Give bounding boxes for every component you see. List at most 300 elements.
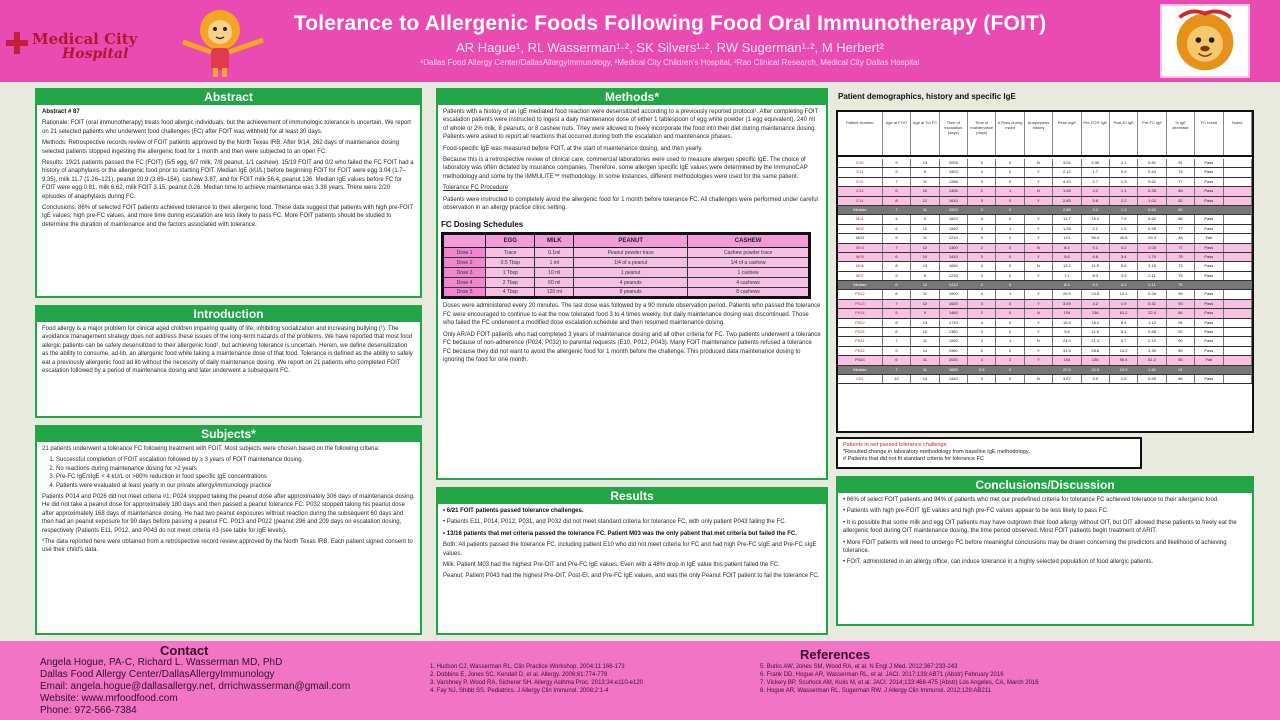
demographics-cell: 5 [968, 347, 996, 355]
demographics-cell: 10.9 [1110, 366, 1138, 374]
demographics-column-header: Patient Number [838, 112, 883, 155]
demographics-cell: 2.12 [1053, 168, 1081, 176]
demographics-cell: 9 [911, 309, 939, 317]
subjects-footnote: *The data reported here were obtained from a retrospective record review approved by the North Texas IRB. Each patient signed consent to use their child's data. [42, 539, 413, 554]
demographics-cell: 0.35 [1138, 187, 1166, 195]
demographics-cell: Y [1025, 225, 1053, 233]
dosing-row: Dose 1 Trace 0.1ml Peanut powder trace Cashew powder trace [443, 248, 810, 258]
demographics-column-header: Peak sIgE [1053, 112, 1081, 155]
demographics-cell: N [1025, 262, 1053, 270]
lion-mascot-icon [175, 6, 269, 78]
demographics-cell: 0 [996, 300, 1024, 308]
demographics-cell: Y [1025, 215, 1053, 223]
demographics-cell: P012 [838, 290, 883, 298]
demographics-cell [1224, 366, 1252, 374]
demographics-cell: 3.30 [1138, 347, 1166, 355]
demographics-cell: 3 [968, 206, 996, 214]
demographics-cell: 0 [996, 347, 1024, 355]
demographics-cell: 4.1 [1110, 159, 1138, 167]
dosing-schedule-table [441, 232, 811, 299]
demographics-cell: 5 [883, 272, 911, 280]
demographics-cell: P032 [838, 347, 883, 355]
demographics-cell: 12 [911, 244, 939, 252]
subjects-heading: Subjects* [37, 427, 420, 442]
demographics-cell: 10 [911, 253, 939, 261]
reference-item: 4. Fay NJ, Shibb SS. Pediatrics. J Allergy Clin Immunol. 2008;2:1-4 [430, 688, 609, 694]
demographics-cell: 7 [883, 337, 911, 345]
demographics-cell: 24.5 [1082, 290, 1110, 298]
demographics-cell: 77 [1167, 225, 1195, 233]
demographics-cell: 14.2 [1110, 347, 1138, 355]
demographics-cell: 6 [883, 253, 911, 261]
demographics-cell: 1 [996, 290, 1024, 298]
methods-p6: Only AR/AD FOIT patients who had completed 3 years of maintenance dosing and all other criteria for FC. Two patients underwent a tolerance FC because of non-adherence (P024, P032) to parental requests (E10, P012, P043). Many FOIT maintenance patients refused a tolerance FC because they did not want to avoid the allergenic food for 1 month before the challenge. This produced data maintenance dosing to ignoring the food for one month. [443, 331, 821, 363]
demographics-cell [1224, 375, 1252, 383]
demographics-cell: 11 [911, 178, 939, 186]
demographics-cell: 1380 [940, 328, 968, 336]
demographics-cell: 93 [1167, 300, 1195, 308]
demographics-cell: 12.1 [1110, 290, 1138, 298]
demographics-cell: 2 [968, 244, 996, 252]
demographics-cell: 0.26 [1138, 290, 1166, 298]
demographics-cell: E14 [838, 197, 883, 205]
demographics-cell: 9 [883, 347, 911, 355]
demographics-cell: 1.70 [1138, 253, 1166, 261]
demographics-cell: 0 [996, 366, 1024, 374]
reference-item: 2. Dobbins E, Jones SC, Kendall D, et al. Allergy. 2006;61:774-778 [430, 672, 608, 678]
demographics-column-header: Post-EI IgE [1110, 112, 1138, 155]
methods-panel [436, 88, 828, 480]
demographics-cell: E10 [838, 159, 883, 167]
demographics-cell: 8.3 [1082, 272, 1110, 280]
demographics-cell: 14 [911, 347, 939, 355]
demographics-cell: 11 [911, 206, 939, 214]
demographics-cell: 1300 [940, 244, 968, 252]
demographics-cell [1224, 328, 1252, 336]
demographics-cell: Y [1025, 253, 1053, 261]
demographics-cell: P043 [838, 356, 883, 364]
medical-city-logo: Medical City Hospital [6, 28, 176, 62]
demographics-cell: 22.9 [1082, 366, 1110, 374]
demographics-column-header: Notes [1224, 112, 1252, 155]
demographics-cell: 7 [883, 206, 911, 214]
demographics-cell: 3 [968, 328, 996, 336]
abstract-rationale: Rationale: FOIT (oral immunotherapy) treats food allergic individuals, but the achievement of immunologic tolerance is uncertain. We report on 21 selected patients who underwent food challenges (FC) after FOIT was withheld for at least 30 days. [42, 120, 411, 135]
dosing-col-cashew: CASHEW [688, 234, 810, 248]
demographics-cell: Y [1025, 178, 1053, 186]
demographics-cell: 94 [1167, 319, 1195, 327]
demographics-cell: 3.69 [1053, 300, 1081, 308]
demographics-cell: 1900 [940, 290, 968, 298]
demographics-cell [1195, 281, 1223, 289]
abstract-conclusions: Conclusions: 86% of selected FOIT patients achieved tolerance to their allergenic food. These data suggest that patients with high pre-FOIT IgE values, high pre-FC values, and more time during escalation are less likely to pass FC. More FOIT patients should be studied to determine the duration of maintenance and the factors associated with tolerance. [42, 205, 413, 228]
demographics-cell: 4 [883, 215, 911, 223]
demographics-cell: 0.62 [1138, 178, 1166, 186]
demographics-cell: 2.11 [1138, 281, 1166, 289]
demographics-cell: N [1025, 187, 1053, 195]
subjects-panel [35, 425, 422, 635]
conclusion-item: • 86% of select FOIT patients and 94% of patients who met our predefined criteria for tolerance FC achieved tolerance to their allergenic food. [843, 497, 1219, 503]
contact-line: Website: www.mrfoodfood.com [40, 693, 178, 704]
demographics-row [838, 168, 1252, 177]
demographics-cell: N [1025, 309, 1053, 317]
demographics-cell: Fail [1195, 356, 1223, 364]
conclusions-heading: Conclusions/Discussion [838, 478, 1252, 493]
demographics-cell: 91 [1167, 159, 1195, 167]
demographics-cell [1025, 281, 1053, 289]
demographics-cell: 1540 [940, 225, 968, 233]
demographics-cell: Pass [1195, 178, 1223, 186]
methods-p4: Patients were instructed to completely avoid the allergenic food for 1 month before tolerance FC. All challenges were performed under careful observation in an allergy practice clinic setting. [443, 196, 818, 212]
demographics-cell: 0.62 [1138, 206, 1166, 214]
demographics-cell: P031 [838, 337, 883, 345]
demographics-row [838, 262, 1252, 271]
demographics-cell: Pass [1195, 197, 1223, 205]
demographics-cell: 136 [1082, 309, 1110, 317]
demographics-cell: 10 [883, 375, 911, 383]
demographics-row [838, 328, 1252, 337]
references-col2 [760, 663, 1039, 695]
demographics-row [838, 234, 1252, 243]
demographics-cell: 15.2 [1082, 215, 1110, 223]
note-methodology: *Resulted change in laboratory methodology from baseline IgE methodology. [843, 449, 1030, 455]
demographics-column-header: # Rxns during maint [996, 112, 1024, 155]
demographics-cell: 75 [1167, 272, 1195, 280]
demographics-cell: 12 [911, 197, 939, 205]
demographics-cell: 7 [883, 178, 911, 186]
demographics-cell: 2 [968, 187, 996, 195]
demographics-cell: 40.8 [1110, 234, 1138, 242]
demographics-row [838, 347, 1252, 356]
demographics-column-header: Age at Tol FC [911, 112, 939, 155]
demographics-cell: 7 [883, 244, 911, 252]
demographics-cell: 11 [911, 290, 939, 298]
demographics-cell: Y [1025, 290, 1053, 298]
contact-heading: Contact [160, 643, 209, 658]
contact-line: Email: angela.hogue@dallasallergy.net, drrichwasserman@gmail.com [40, 681, 351, 692]
demographics-cell: 1620 [940, 300, 968, 308]
demographics-cell: 84 [1167, 309, 1195, 317]
demographics-cell: Y [1025, 197, 1053, 205]
demographics-cell: 3 [968, 272, 996, 280]
demographics-cell: 6 [883, 187, 911, 195]
demographics-cell: 3.5 [968, 366, 996, 374]
demographics-cell: M03 [838, 234, 883, 242]
demographics-cell: 1220 [940, 272, 968, 280]
demographics-table [836, 110, 1254, 433]
demographics-cell: 73 [1167, 262, 1195, 270]
demographics-cell: Pass [1195, 309, 1223, 317]
demographics-cell: N [1025, 159, 1053, 167]
abstract-panel [35, 88, 422, 298]
demographics-row [838, 244, 1252, 253]
demographics-cell: 56.4 [1082, 234, 1110, 242]
demographics-cell: 12 [911, 300, 939, 308]
note-passed: Patients in red passed tolerance challenge [843, 442, 947, 448]
demographics-cell: Pass [1195, 244, 1223, 252]
demographics-cell: M01 [838, 215, 883, 223]
introduction-text: Food allergy is a major problem for clinical aged children impairing quality of life, inhibiting socialization and increasing bullying (¹). The avoidance management strategy does not address these issues of the long-term hazards of the problems. We have reported that most food allergic patients can be safely desensitized to their allergenic food¹, but achieving tolerance is uncertain. Herein, we define desensitization as the ability to consume, ad-lib, an allergenic food while taking a maintenance dose of that food. Tolerance is defined as the ability to safely eat a previously allergenic food ad lib without the necessity of daily maintenance dosing. We report on 21 patients who completed FOIT escalation followed by a period of maintenance dosing and later underwent a subsequent FC. [42, 326, 413, 375]
demographics-cell: E12 [838, 178, 883, 186]
demographics-cell: 3.4 [1110, 253, 1138, 261]
demographics-cell: 8.4 [1053, 244, 1081, 252]
demographics-cell [1224, 253, 1252, 261]
demographics-cell: 11 [911, 337, 939, 345]
demographics-cell: Y [1025, 319, 1053, 327]
demographics-cell: 1440 [940, 375, 968, 383]
demographics-cell: 3.2 [1082, 187, 1110, 195]
demographics-cell [1224, 234, 1252, 242]
demographics-cell: 4.2 [1110, 244, 1138, 252]
reference-item: 1. Hudson CJ, Wasserman RL. Clin Practice Workshop. 2004;11:166-173 [430, 664, 625, 670]
demographics-cell: Y [1025, 272, 1053, 280]
contact-line: Phone: 972-566-7384 [40, 705, 137, 716]
subjects-criteria-list [56, 456, 415, 490]
demographics-cell [1224, 272, 1252, 280]
demographics-cell: 90 [1167, 337, 1195, 345]
demographics-cell: 11.9 [1082, 262, 1110, 270]
demographics-cell: 6 [883, 356, 911, 364]
demographics-cell: 98.4 [1110, 356, 1138, 364]
demographics-cell: 0.81 [1138, 159, 1166, 167]
conclusion-item: • It is possible that some milk and egg OIT patients may have outgrown their food allergy without OIT, but OIT allowed these patients to freely eat the allergenic food during OIT maintenance dosing, the time period observed. Most FOIT patients begin treatment of ARIT. [843, 519, 1237, 535]
demographics-cell: 77 [1167, 178, 1195, 186]
demographics-cell [1025, 206, 1053, 214]
demographics-cell: 0 [996, 328, 1024, 336]
demographics-cell [1224, 178, 1252, 186]
contact-line: Angela Hogue, PA-C, Richard L. Wasserman MD, PhD [40, 657, 283, 668]
demographics-cell: 1650 [940, 262, 968, 270]
demographics-cell: 21.3 [1082, 337, 1110, 345]
demographics-cell: Pass [1195, 290, 1223, 298]
demographics-cell: Pass [1195, 253, 1223, 261]
contact-line: Dallas Food Allergy Center/DallasAllergyImmunology [40, 669, 275, 680]
demographics-cell [1224, 281, 1252, 289]
demographics-cell: 0 [996, 281, 1024, 289]
demographics-cell: 6 [883, 281, 911, 289]
demographics-cell: 1.3 [1110, 178, 1138, 186]
demographics-cell: Y [1025, 234, 1053, 242]
demographics-cell: 5.6 [1110, 262, 1138, 270]
demographics-cell [1224, 215, 1252, 223]
demographics-cell: 29.3 [1138, 234, 1166, 242]
reference-item: 8. Hogue AR, Wasserman RL, Sugerman RW. J Allergy Clin Immunol. 2012;129:AB211 [760, 688, 991, 694]
demographics-cell: 15.3 [1053, 319, 1081, 327]
demographics-row [838, 225, 1252, 234]
demographics-cell: 9.35 [1082, 159, 1110, 167]
demographics-cell: 154 [1053, 309, 1081, 317]
conclusion-item: • More FOIT patients will need to undergo FC before meaningful conclusions may be drawn concerning the predictors and likelihood of achieving tolerance. [843, 539, 1227, 555]
demographics-cell: 20.9 [1053, 290, 1081, 298]
dosing-col-milk: MILK [535, 234, 574, 248]
demographics-cell: 5.6 [1082, 197, 1110, 205]
demographics-cell: 0.55 [1138, 375, 1166, 383]
demographics-rows [838, 159, 1252, 384]
demographics-cell: 1 [996, 187, 1024, 195]
demographics-cell: E13 [838, 187, 883, 195]
demographics-cell: 10 [911, 225, 939, 233]
demographics-cell: 4 [968, 168, 996, 176]
demographics-cell [1025, 366, 1053, 374]
demographics-cell: 8 [883, 197, 911, 205]
demographics-cell: M05 [838, 253, 883, 261]
demographics-row [838, 215, 1252, 224]
demographics-cell: Y [1025, 300, 1053, 308]
demographics-cell: 11.7 [1053, 215, 1081, 223]
demographics-cell: 2 [996, 356, 1024, 364]
demographics-cell: 6 [883, 328, 911, 336]
demographics-column-header: Age at FOIT [883, 112, 911, 155]
demographics-cell: 56 [1167, 215, 1195, 223]
demographics-cell: 1.06 [1053, 187, 1081, 195]
demographics-cell: 0 [996, 197, 1024, 205]
demographics-row [838, 366, 1252, 375]
demographics-cell: 1550 [940, 337, 968, 345]
demographics-cell: 61.2 [1138, 356, 1166, 364]
demographics-cell: 4.10 [1053, 178, 1081, 186]
demographics-cell [1224, 225, 1252, 233]
demographics-cell: 121 [1053, 234, 1081, 242]
demographics-column-header: Anaphylaxis history [1025, 112, 1053, 155]
demographics-cell: 13 [911, 319, 939, 327]
results-r2: • Patients E11, P014, P012, P031, and P032 did not meet standard criteria for tolerance FC, with only patient P043 failing the FC. [443, 519, 787, 526]
demographics-cell: 1503 [940, 206, 968, 214]
demographics-cell: 5.1 [1110, 328, 1138, 336]
demographics-cell: 0 [996, 272, 1024, 280]
demographics-cell: Median [838, 206, 883, 214]
demographics-cell: Fail [1195, 234, 1223, 242]
demographics-cell: 11 [911, 356, 939, 364]
demographics-column-header: Time of escalation (days) [940, 112, 968, 155]
demographics-cell: C01 [838, 375, 883, 383]
demographics-row [838, 319, 1252, 328]
dosing-row: Dose 4 2 Tbsp 60 ml 4 peanuts 4 cashews [443, 278, 810, 288]
demographics-cell [1224, 347, 1252, 355]
demographics-cell: 3 [968, 197, 996, 205]
demographics-row [838, 187, 1252, 196]
demographics-cell: E11 [838, 168, 883, 176]
demographics-cell: P014 [838, 309, 883, 317]
references-col1 [430, 663, 643, 695]
demographics-row [838, 375, 1252, 384]
results-heading: Results [438, 489, 826, 504]
demographics-cell: 1820 [940, 215, 968, 223]
demographics-cell: 74 [1167, 168, 1195, 176]
conclusion-item: • FOIT, administered in an allergy office, can induce tolerance in a highly selected population of food allergic patients. [843, 559, 1154, 566]
demographics-cell: Pass [1195, 328, 1223, 336]
criteria-item: 3. Pre-FC IgE/sIgE < 4 kU/L or >80% reduction in food specific IgE concentrations [56, 473, 415, 481]
poster-title: Tolerance to Allergenic Foods Following Food Oral Immunotherapy (FOIT) [293, 12, 1047, 35]
demographics-cell: 75 [1167, 253, 1195, 261]
criteria-item: 1. Successful completion of FOIT escalation followed by ≥ 3 years of FOIT maintenance dosing [56, 456, 415, 464]
demographics-column-header: Pre-FOIT IgE [1082, 112, 1110, 155]
demographics-cell: 13.2 [1053, 262, 1081, 270]
demographics-cell: 28.8 [1082, 347, 1110, 355]
demographics-cell: 3.15 [1138, 262, 1166, 270]
demographics-cell: 2.7 [1082, 178, 1110, 186]
demographics-cell [1224, 206, 1252, 214]
demographics-cell [1224, 337, 1252, 345]
demographics-row [838, 159, 1252, 168]
methods-heading: Methods* [438, 90, 826, 105]
demographics-cell: 55 [1167, 356, 1195, 364]
abstract-results: Results: 19/21 patients passed the FC (FOIT) (5/5 egg, 6/7 milk, 7/8 peanut, 1/1 cashew). 15/19 FOIT and 0/2 who failed the FC FOIT had a history of anaphylaxis or the allergenic food prior to starting FOIT. Median IgE (kU/L) before beginning FOIT for FOIT were egg 3.04 (1.7–9.35), milk 11.7 (1.26–121), peanut 20.9 (3.69–154), cashew 3.87, and for FOIT milk 56.4, peanut 136. Median IgE values before FC for FOIT were egg 0.81, milk 6.62, milk FOIT 3.15, peanut 0.26. Median time to achieve maintenance was 3.38 years. There were 2/20 episodes of anaphylaxis during FC. [42, 160, 414, 200]
demographics-column-header: FC result [1195, 112, 1223, 155]
demographics-cell: 2.2 [1110, 197, 1138, 205]
dosing-row: Dose 5 4 Tbsp 120 ml 8 peanuts 8 cashews [443, 288, 810, 298]
demographics-cell: 1710 [940, 319, 968, 327]
demographics-cell: 9 [911, 215, 939, 223]
demographics-cell: 1288 [940, 178, 968, 186]
demographics-cell: 1.3 [1110, 206, 1138, 214]
demographics-cell: Pass [1195, 159, 1223, 167]
demographics-cell: 2.11 [1138, 272, 1166, 280]
demographics-cell: M06 [838, 262, 883, 270]
demographics-cell: 5 [968, 234, 996, 242]
demographics-cell: 1.6 [1110, 375, 1138, 383]
demographics-cell: 8 [883, 319, 911, 327]
demographics-column-header: % IgE decrease [1167, 112, 1195, 155]
demographics-cell: 75 [1167, 281, 1195, 289]
demographics-cell: 0 [996, 319, 1024, 327]
demographics-cell: 1503 [940, 168, 968, 176]
demographics-cell: 3.2 [1082, 206, 1110, 214]
demographics-cell: 0 [996, 309, 1024, 317]
demographics-cell: 5 [883, 234, 911, 242]
demographics-cell: Y [1025, 347, 1053, 355]
demographics-cell [1224, 197, 1252, 205]
demographics-cell: 14 [911, 375, 939, 383]
demographics-cell: 2.85 [1053, 206, 1081, 214]
demographics-cell: Pass [1195, 168, 1223, 176]
demographics-cell: Pass [1195, 187, 1223, 195]
demographics-cell: 0.9 [1110, 168, 1138, 176]
reference-item: 3. Varshney P, Wood RA, Sicherer SH. Allergy Asthma Proc. 2013;34:e110-e120 [430, 680, 644, 686]
demographics-cell: 0 [996, 244, 1024, 252]
dosing-row: Dose 2 0.5 Tbsp 1 ml 1/4 of a peanut 1/4 of a cashew [443, 258, 810, 268]
demographics-cell: 3.9 [1082, 375, 1110, 383]
demographics-cell: Pass [1195, 300, 1223, 308]
demographics-cell: 9.7 [1110, 337, 1138, 345]
demographics-cell: 7 [883, 366, 911, 374]
demographics-cell: 1.7 [1082, 168, 1110, 176]
demographics-cell: 91 [1167, 366, 1195, 374]
demographics-cell: Pass [1195, 272, 1223, 280]
demographics-cell: 18.2 [1082, 319, 1110, 327]
demographics-cell: 10 [911, 281, 939, 289]
methods-p1: Patients with a history of an IgE mediated food reaction were desensitized according to a previously reported protocol¹. After completing FOIT escalation patients were instructed to ingest a daily maintenance dose of either 1 tablespoon of egg white powder (1 egg equivalent), 240 ml of whole or 2% milk, 8 peanuts, or 8 cashew nuts. They were allowed to freely incorporate the food into their diet during maintenance dosing. Patients were asked to report all reactions that occurred during both the escalation and maintenance phases. [443, 109, 819, 141]
demographics-cell: 4 [968, 356, 996, 364]
reference-item: 5. Burks AW, Jones SM, Wood RA, et al. N Engl J Med. 2012;367:233-243 [760, 664, 958, 670]
note-criteria: # Patients that did not fit standard criteria for tolerance FC [843, 456, 984, 462]
demographics-cell: 0 [996, 206, 1024, 214]
demographics-cell: 3 [968, 300, 996, 308]
poster-footer [0, 641, 1280, 720]
dosing-header-row [443, 234, 810, 248]
methods-fc-procedure-heading: Tolerance FC Procedure [443, 185, 509, 192]
demographics-cell: 4 [968, 319, 996, 327]
demographics-cell: 3 [968, 375, 996, 383]
medical-cross-icon [6, 32, 28, 54]
demographics-cell: 48 [1167, 234, 1195, 242]
dosing-col-egg: EGG [486, 234, 535, 248]
demographics-cell: 9 [911, 272, 939, 280]
results-panel [436, 487, 828, 635]
demographics-row [838, 337, 1252, 346]
demographics-cell: 2210 [940, 234, 968, 242]
demographics-cell: 3 [968, 178, 996, 186]
demographics-cell: 0.48 [1138, 225, 1166, 233]
